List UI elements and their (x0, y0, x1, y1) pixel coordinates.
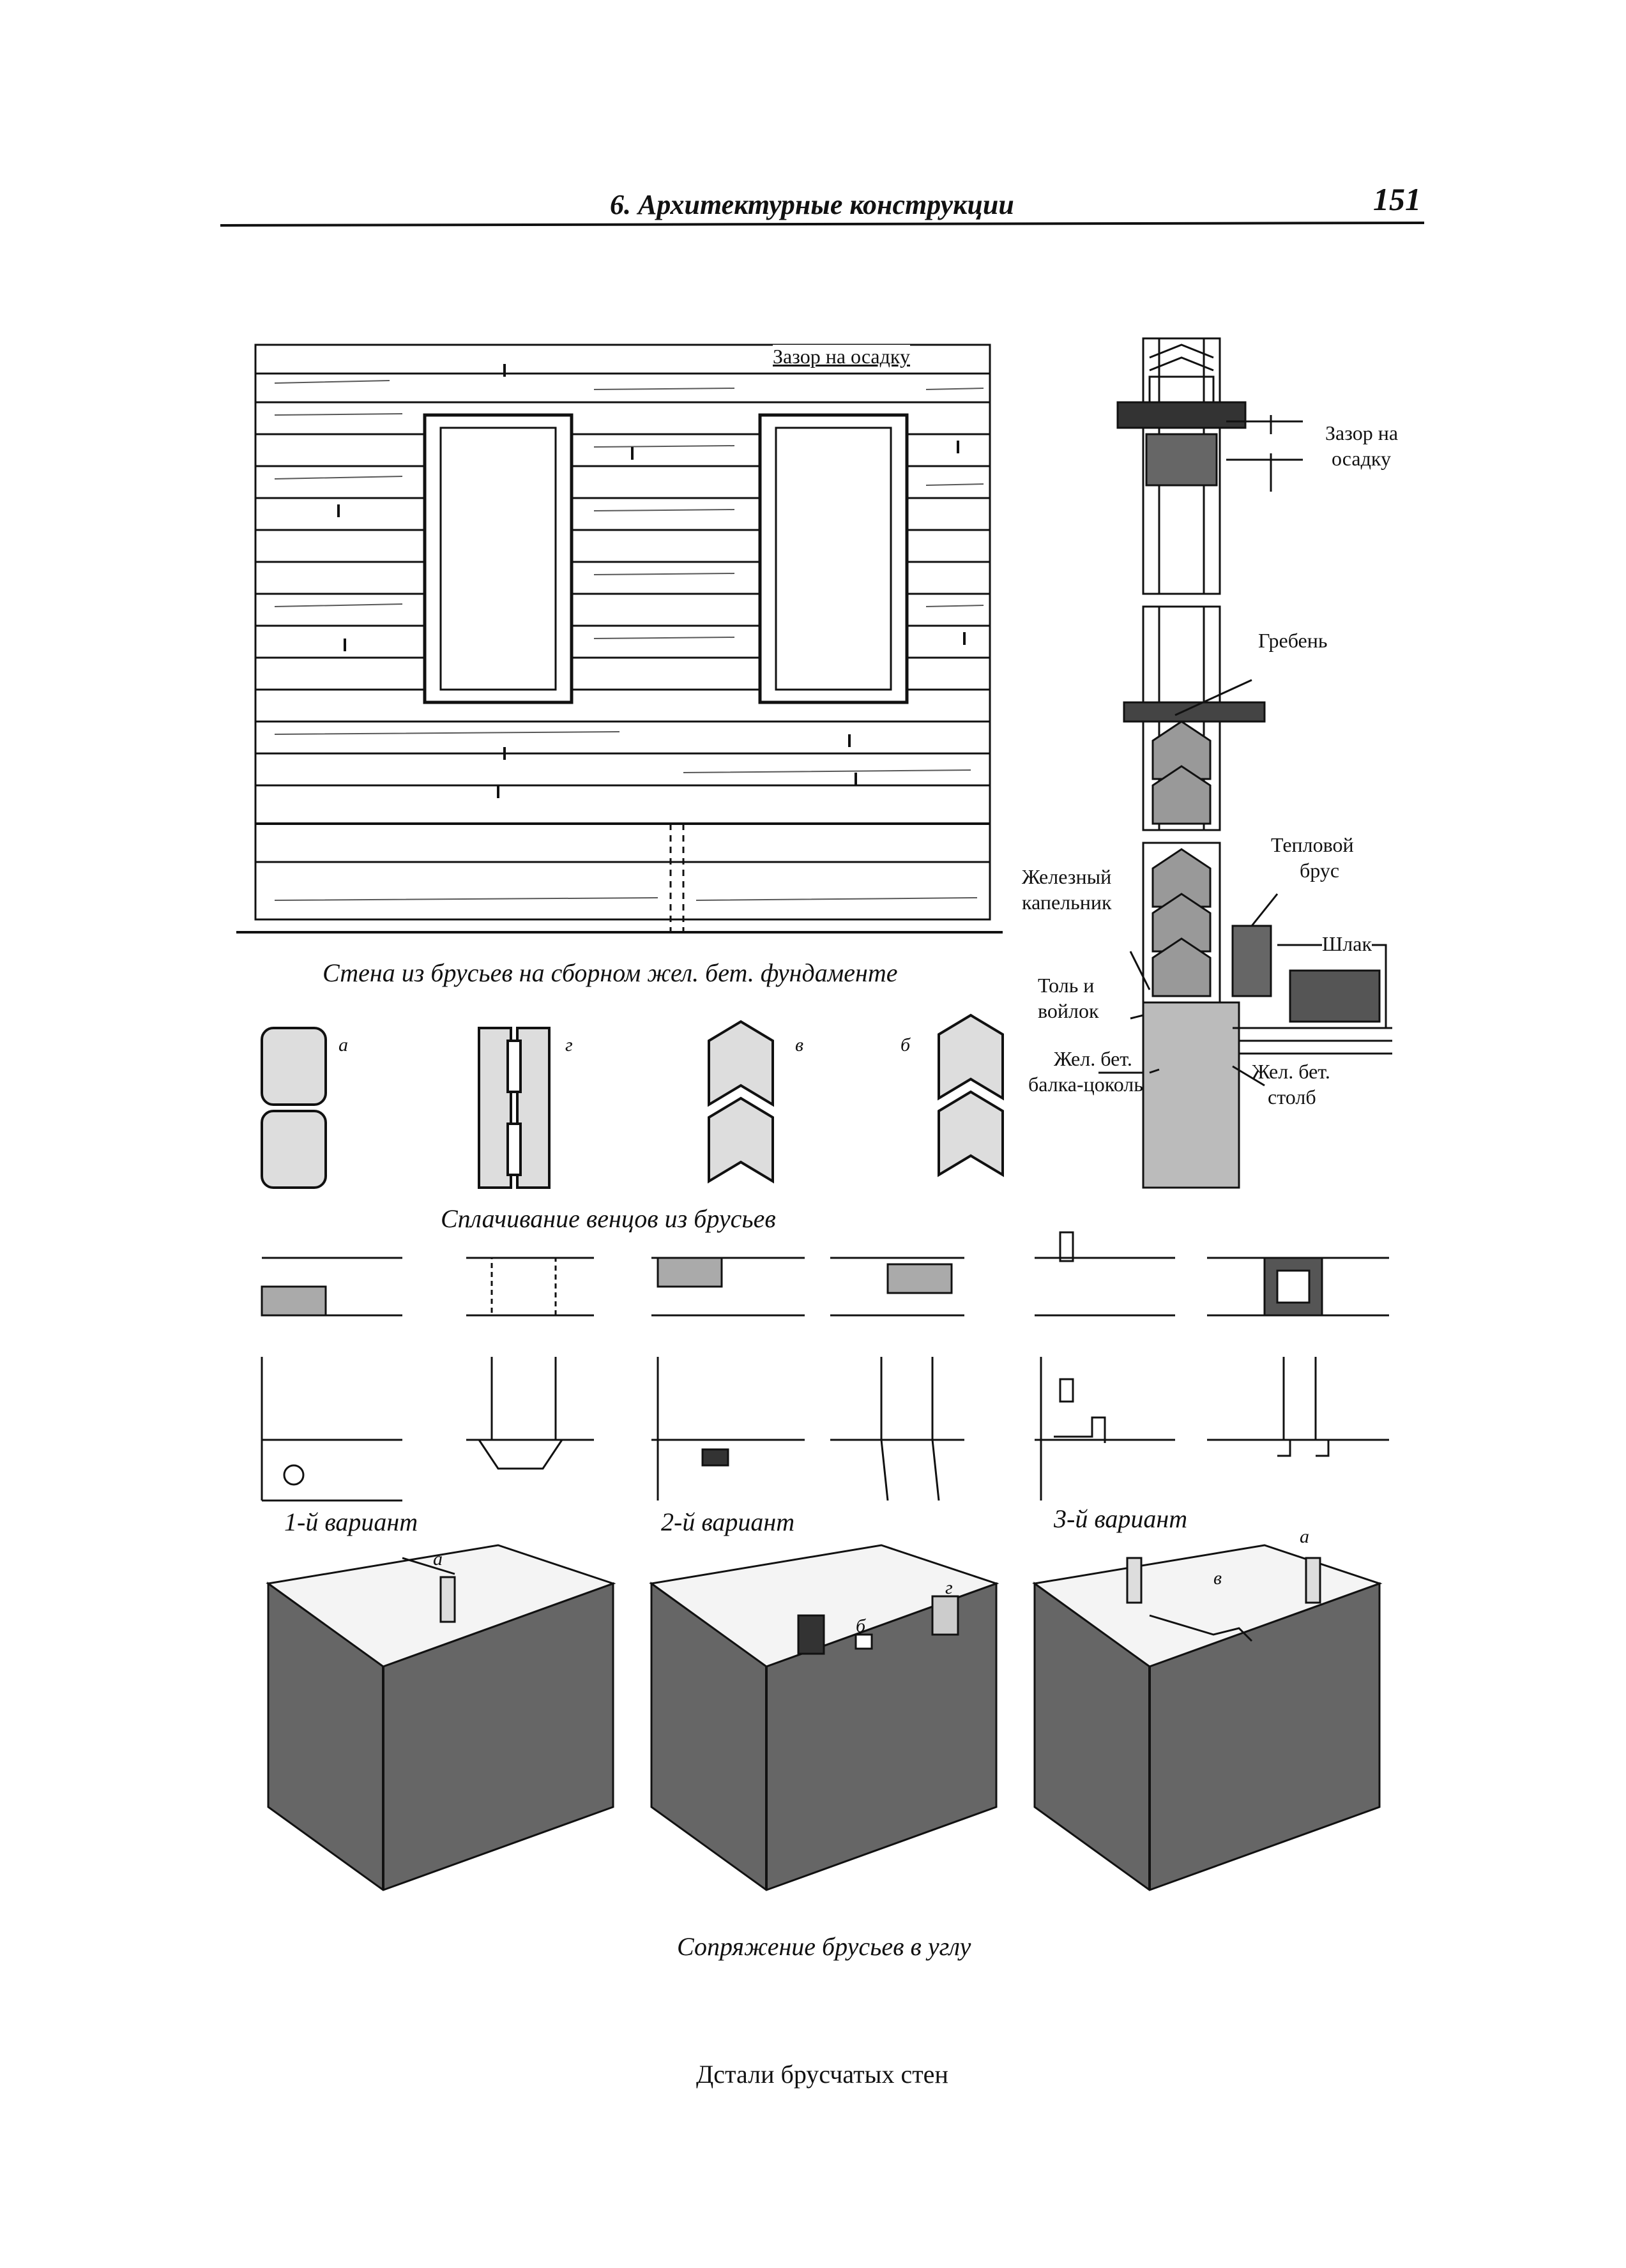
ridge-label: Гребень (1258, 629, 1328, 652)
v1-marker-a: а (433, 1548, 443, 1569)
joint-details-drawing (255, 1015, 1054, 1207)
joint-letter-a: а (338, 1034, 348, 1055)
v2-marker-b: б (856, 1615, 866, 1637)
variant-3-label: 3-й вариант (1054, 1504, 1188, 1533)
joint-letter-g: г (565, 1034, 573, 1055)
header-rule (0, 0, 1626, 255)
elevation-caption: Стена из брусьев на сборном жел. бет. фундаменте (323, 958, 898, 987)
section-title: 6. Архитектурные конструкции (610, 189, 1014, 220)
beam-label-1: Жел. бет. (1054, 1047, 1132, 1070)
roofing-label-2: войлок (1038, 999, 1099, 1022)
joints-caption: Сплачивание венцов из брусьев (441, 1204, 776, 1233)
corner-plans-drawing (255, 1245, 1405, 1513)
roofing-label-1: Толь и (1038, 974, 1095, 997)
page-number: 151 (1373, 181, 1421, 217)
wall-elevation-drawing (236, 338, 1003, 964)
figure-caption: Дстали брусчатых стен (696, 2060, 948, 2089)
joint-letter-b: б (900, 1034, 911, 1055)
joint-letter-v: в (795, 1034, 804, 1055)
variant-2-label: 2-й вариант (661, 1508, 795, 1536)
slag-label: Шлак (1322, 932, 1372, 955)
section-gap-label-2: осадку (1332, 447, 1391, 470)
section-gap-label-1: Зазор на (1325, 421, 1399, 444)
v2-marker-g: г (945, 1577, 953, 1598)
drip-label-1: Железный (1022, 865, 1112, 888)
thermal-beam-label-1: Тепловой (1271, 833, 1354, 856)
corners-caption: Сопряжение брусьев в углу (677, 1932, 971, 1961)
corner-3d-drawing (255, 1545, 1405, 1903)
drip-label-2: капельник (1022, 891, 1112, 914)
v3-marker-v: в (1213, 1568, 1222, 1589)
elevation-gap-label: Зазор на осадку (773, 345, 910, 368)
beam-label-2: балка-цоколь (1028, 1073, 1143, 1096)
v3-marker-a: а (1300, 1526, 1309, 1547)
post-label-2: столб (1268, 1085, 1316, 1108)
post-label-1: Жел. бет. (1252, 1060, 1330, 1083)
variant-1-label: 1-й вариант (284, 1508, 418, 1536)
thermal-beam-label-2: брус (1300, 859, 1340, 882)
